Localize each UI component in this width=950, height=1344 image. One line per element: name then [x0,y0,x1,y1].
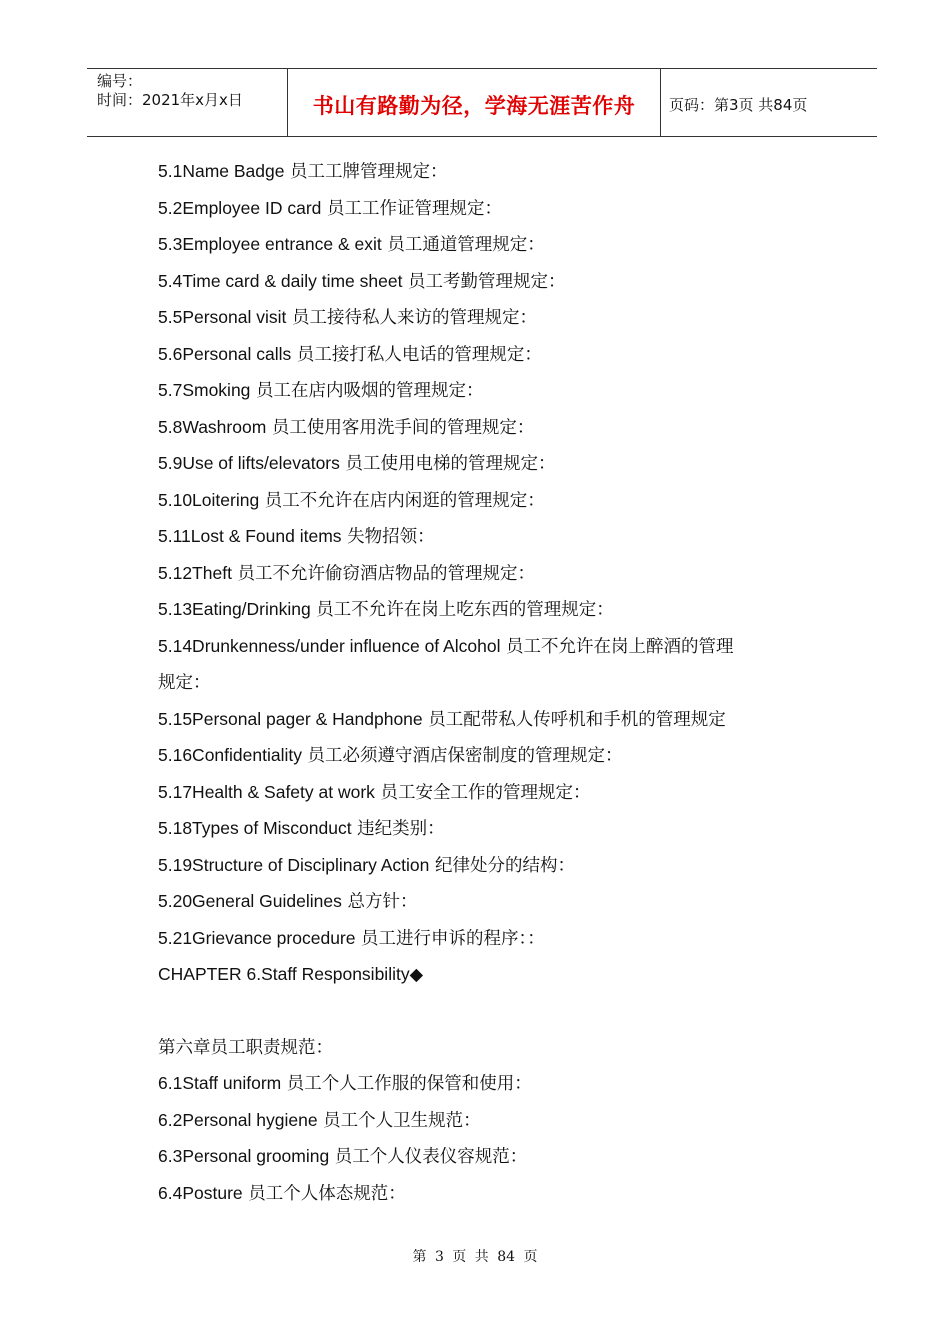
toc-entry-chinese: 第六章员工职责规范： [158,1037,333,1058]
toc-entry-chinese: 员工个人仪表仪容规范： [329,1147,528,1167]
document-number-label: 编号： [97,72,143,90]
toc-entry-english: 5.17Health & Safety at work [158,781,375,802]
toc-entry [158,153,818,190]
toc-entry [158,1138,818,1175]
toc-entry [158,263,818,300]
toc-entry-english: 5.4Time card & daily time sheet [158,270,403,291]
page-footer: 第 3 页 共 84 页 [412,1249,538,1265]
toc-entry-chinese: 员工个人卫生规范： [317,1110,481,1131]
section-spacer [158,993,818,1029]
toc-entry-chinese: 员工使用电梯的管理规定： [339,454,556,474]
header-motto: 书山有路勤为径，学海无涯苦作舟 [288,69,661,136]
toc-entry [158,701,818,738]
toc-entry-chinese: 员工不允许在店内闲逛的管理规定： [259,490,545,511]
toc-entry [158,920,818,957]
toc-entry-english: 5.11Lost & Found items [158,526,342,546]
toc-entry-chinese: 失物招领： [341,527,435,547]
toc-entry-chinese: 员工考勤管理规定： [402,271,566,292]
toc-entry-english: 5.21Grievance procedure [158,927,356,948]
toc-entry-chinese: 违纪类别： [351,819,445,839]
toc-entry-english: 5.10Loitering [158,489,260,510]
toc-entry-chinese: 员工必须遵守酒店保密制度的管理规定： [301,746,623,766]
toc-entry-chinese: 员工接打私人电话的管理规定： [291,344,542,365]
toc-entry-chinese: 员工使用客用洗手间的管理规定： [266,417,535,438]
toc-entry [158,810,818,847]
toc-entry-english: 5.8Washroom [158,416,267,437]
toc-entry-chinese: 员工进行申诉的程序：： [355,928,545,949]
toc-entry [158,1175,818,1212]
document-date: 时间：2021年x月x日 [97,91,243,109]
toc-entry-english: 5.16Confidentiality [158,745,302,765]
page-header [87,68,877,137]
toc-entry [158,737,818,774]
toc-entry-chinese: 员工安全工作的管理规定： [374,782,591,803]
toc-entry [158,409,818,446]
toc-entry-chinese: 规定： [158,673,211,693]
toc-entry-chinese: 员工工作证管理规定： [321,198,502,219]
toc-entry-english: 6.4Posture [158,1182,243,1203]
toc-entry [158,1065,818,1102]
toc-entry [158,336,818,373]
toc-entry-english: 5.20General Guidelines [158,891,342,911]
toc-entry [158,555,818,592]
toc-entry-chinese: 员工配带私人传呼机和手机的管理规定 [422,709,726,730]
header-meta-cell [87,69,288,136]
toc-entry [158,226,818,263]
toc-entry-chinese: 员工接待私人来访的管理规定： [286,308,537,328]
toc-entry-english: 5.1Name Badge [158,161,285,181]
toc-entry-chinese: 员工个人工作服的保管和使用： [281,1074,532,1094]
toc-entry [158,591,818,628]
header-page-info: 页码：第3页 共84页 [669,96,808,114]
toc-entry [158,482,818,519]
toc-entry-english: 5.13Eating/Drinking [158,599,311,619]
toc-entry-chinese: 员工不允许在岗上醉酒的管理 [500,636,734,657]
toc-entry-english: 5.9Use of lifts/elevators [158,453,340,473]
toc-entry-english: 6.2Personal hygiene [158,1109,318,1130]
table-of-contents [158,153,818,1211]
toc-entry-english: 5.5Personal visit [158,307,287,327]
toc-entry [158,883,818,920]
toc-entry [158,372,818,409]
toc-entry [158,518,818,555]
toc-entry [158,774,818,811]
toc-entry-chinese: 员工不允许在岗上吃东西的管理规定： [310,600,614,620]
toc-entry-english: 5.12Theft [158,562,232,583]
toc-entry-chinese: 员工工牌管理规定： [284,162,448,182]
toc-entry-chinese: 员工不允许偷窃酒店物品的管理规定： [231,563,536,584]
toc-entry [158,1102,818,1139]
toc-entry [158,847,818,884]
toc-entry-chinese: 纪律处分的结构： [429,855,575,876]
toc-entry-english: 5.2Employee ID card [158,197,322,218]
toc-entry-chinese: 员工通道管理规定： [381,235,545,255]
toc-entry-english: 6.3Personal grooming [158,1146,330,1166]
toc-entry [158,664,818,701]
toc-entry-english: 5.14Drunkenness/under influence of Alcohol [158,635,501,656]
toc-entry [158,445,818,482]
toc-entry [158,1029,818,1066]
toc-entry-english: 6.1Staff uniform [158,1073,282,1093]
toc-entry-english: 5.18Types of Misconduct [158,818,352,838]
toc-entry-chinese: 员工个人体态规范： [242,1183,406,1204]
toc-entry-english: 5.15Personal pager & Handphone [158,708,423,729]
toc-entry-chinese: 员工在店内吸烟的管理规定： [250,381,484,401]
toc-entry [158,299,818,336]
toc-entry-english: 5.7Smoking [158,380,251,400]
toc-entry-english: 5.6Personal calls [158,343,292,364]
toc-entry-chinese: 总方针： [341,892,418,912]
toc-entry-english: 5.3Employee entrance & exit [158,234,382,254]
toc-entry-english: CHAPTER 6.Staff Responsibility◆ [158,964,424,984]
toc-entry-english: 5.19Structure of Disciplinary Action [158,854,430,875]
toc-entry [158,190,818,227]
toc-entry [158,628,818,665]
toc-entry [158,956,818,993]
